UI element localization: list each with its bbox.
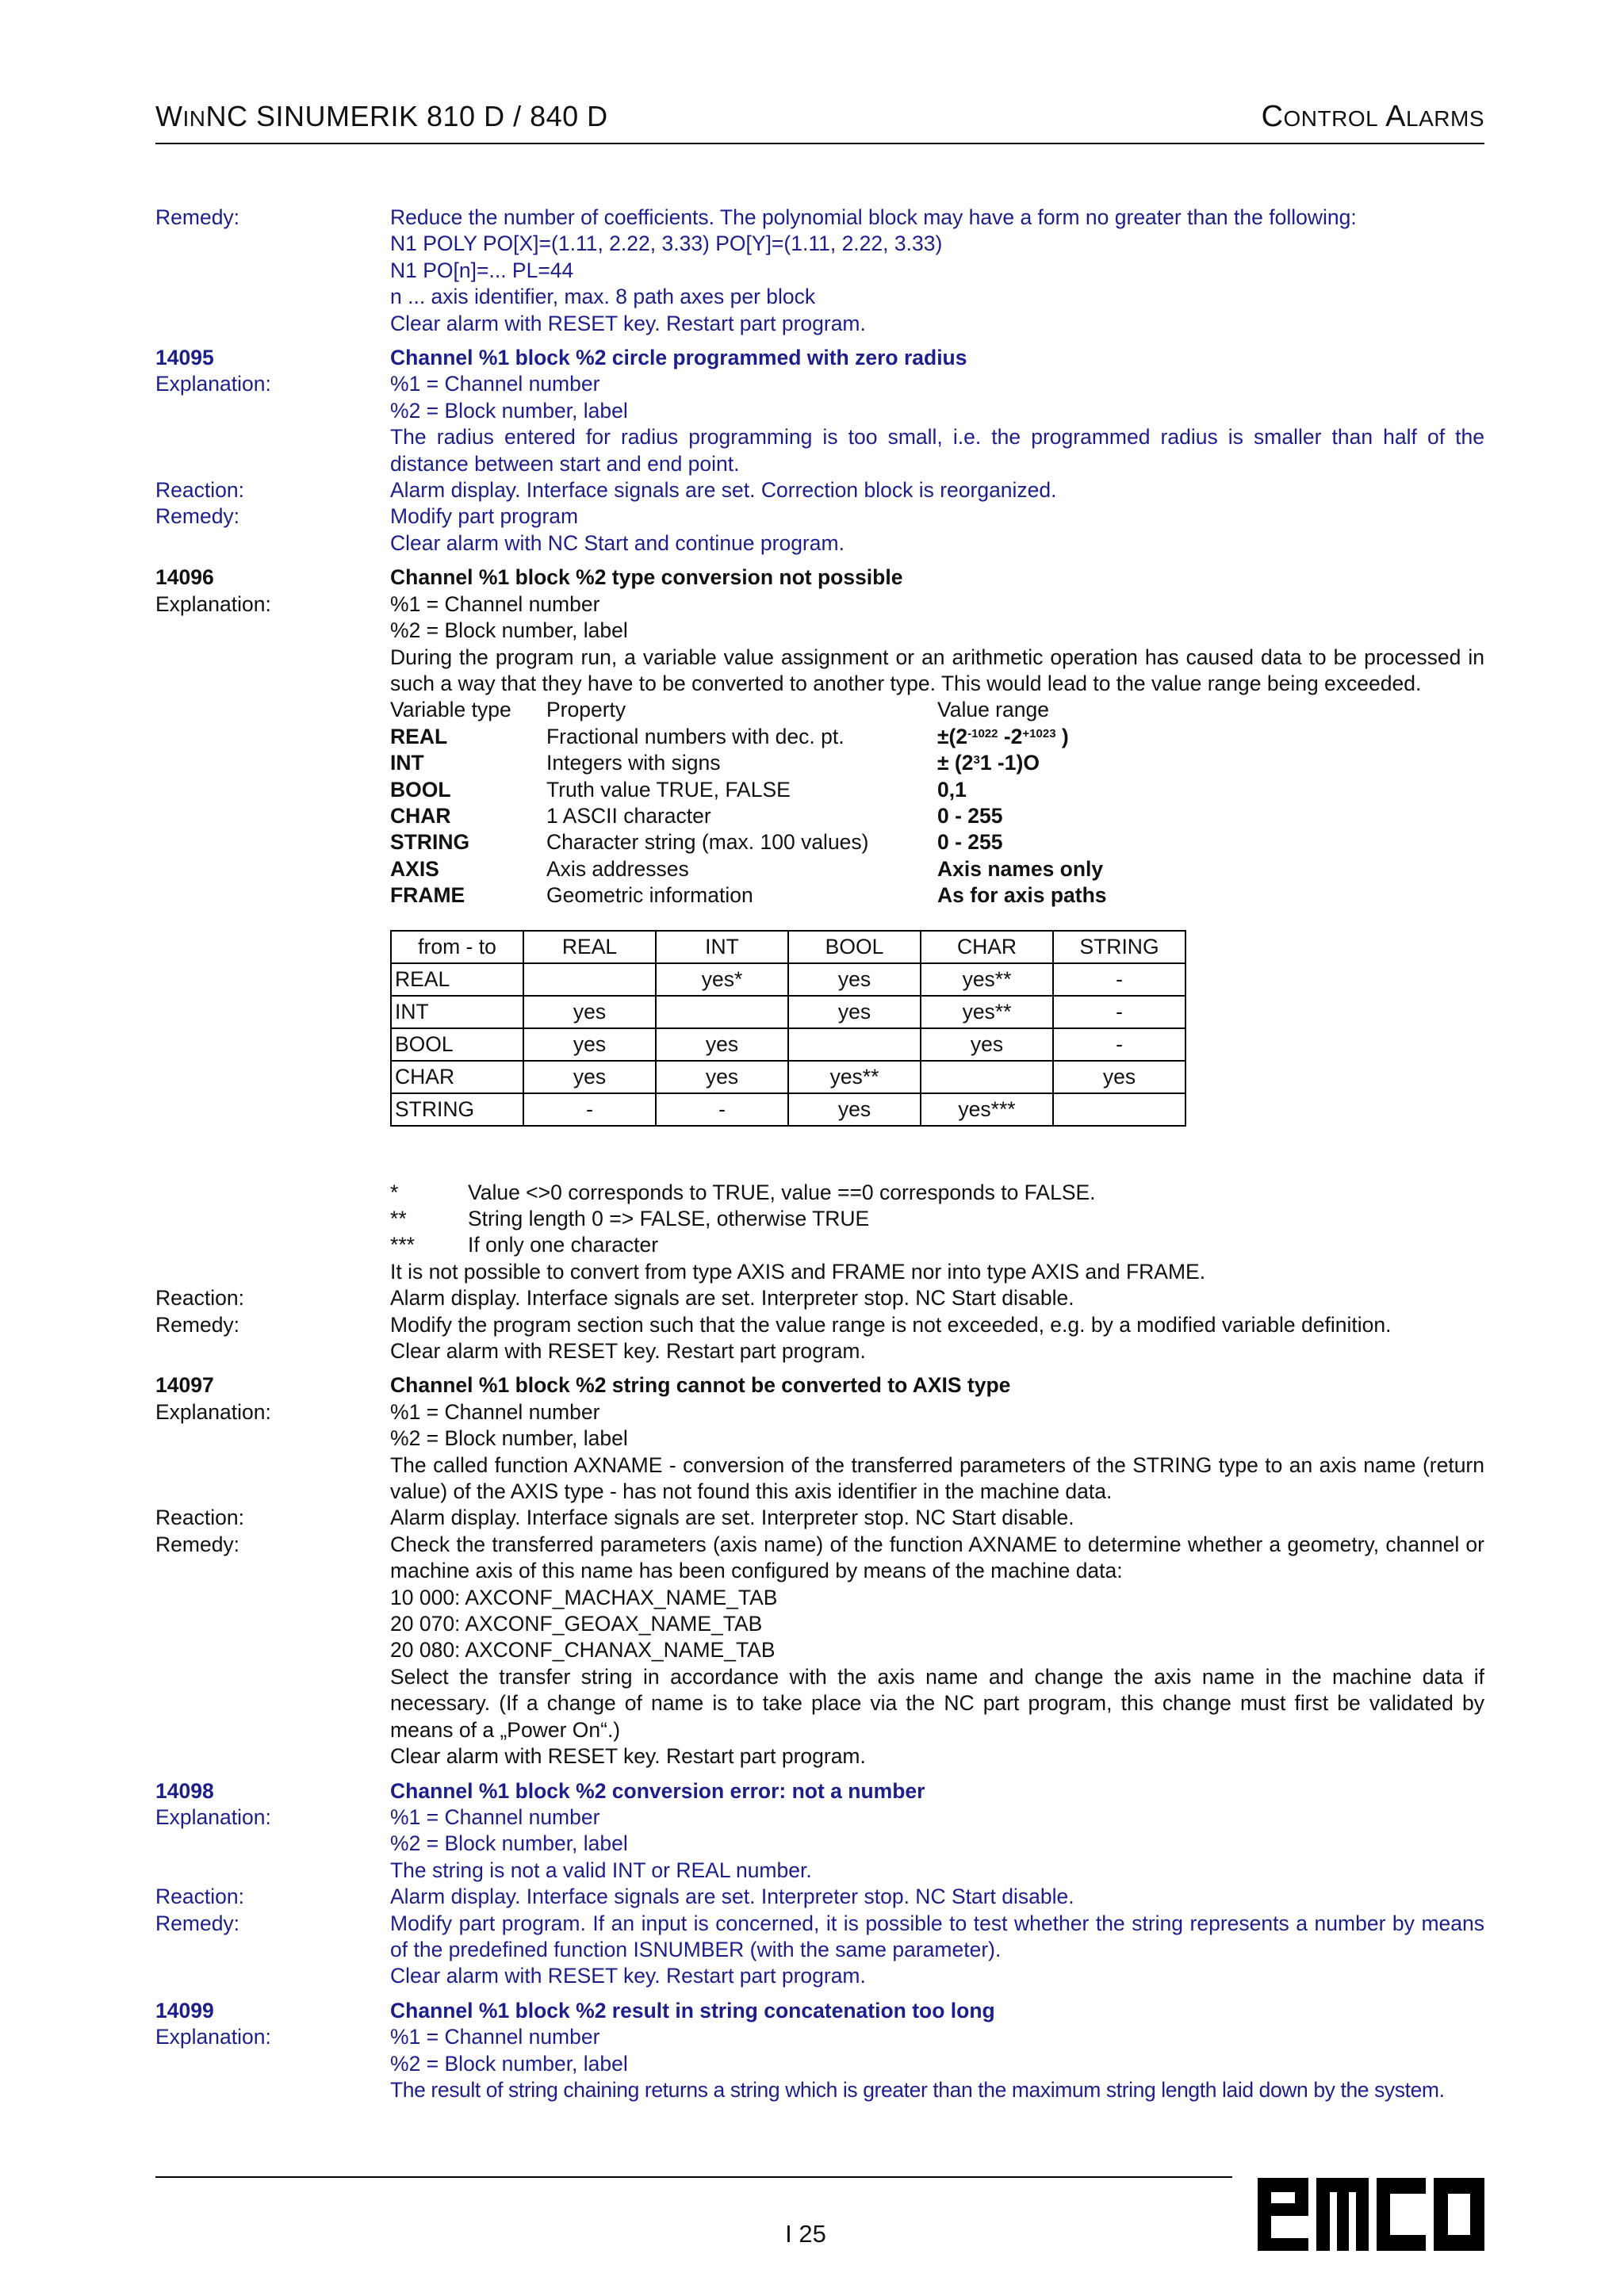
type-cell: CHAR: [390, 803, 451, 828]
page-header: [155, 97, 1484, 144]
alarm-number: 14099: [155, 1998, 214, 2022]
alarm-number: 14097: [155, 1373, 214, 1398]
reaction-text: Alarm display. Interface signals are set. Interpreter stop. NC Start disable.: [390, 1506, 1074, 1530]
table-cell: yes: [788, 963, 921, 996]
header-cell: STRING: [1053, 931, 1185, 963]
header-cell: Property: [546, 698, 626, 722]
text-line: %1 = Channel number: [390, 591, 600, 616]
text-line: %1 = Channel number: [390, 372, 600, 396]
table-cell: yes: [656, 1028, 788, 1061]
text-line: %2 = Block number, label: [390, 398, 628, 423]
footnote: [390, 1180, 1484, 1206]
text-line: 20 080: AXCONF_CHANAX_NAME_TAB: [390, 1638, 776, 1663]
footnote-marker: **: [390, 1206, 407, 1230]
type-cell: REAL: [390, 724, 448, 748]
table-cell: yes: [788, 1093, 921, 1126]
header-cell: REAL: [523, 931, 656, 963]
reaction-label: Reaction:: [155, 1885, 244, 1909]
alarm-number: 14096: [155, 565, 214, 590]
alarm-title: Channel %1 block %2 type conversion not possible: [390, 565, 903, 590]
table-cell: yes**: [921, 996, 1053, 1028]
text-line: %2 = Block number, label: [390, 1426, 628, 1451]
footnote-marker: ***: [390, 1233, 415, 1257]
row-label-cell: STRING: [391, 1093, 523, 1126]
text-line: %2 = Block number, label: [390, 618, 628, 643]
alarm-14097: [155, 1372, 1484, 1770]
conversion-table-wrap: [390, 909, 1484, 1180]
footnotes: [390, 1180, 1484, 1259]
property-cell: Character string (max. 100 values): [546, 830, 869, 855]
text-line: 20 070: AXCONF_GEOAX_NAME_TAB: [390, 1612, 763, 1636]
remedy-label: Remedy:: [155, 1312, 240, 1337]
table-cell: [788, 1028, 921, 1061]
table-cell: -: [1053, 963, 1185, 996]
table-cell: yes: [1053, 1061, 1185, 1093]
table-cell: yes: [788, 996, 921, 1028]
remedy-label: Remedy:: [155, 504, 240, 529]
footer-rule: [155, 2176, 1232, 2178]
text-line: N1 PO[n]=... PL=44: [390, 258, 574, 282]
table-cell: [1053, 1093, 1185, 1126]
remedy-label: Remedy:: [155, 1532, 240, 1556]
conversion-row: [391, 1061, 1185, 1093]
text-line: Clear alarm with RESET key. Restart part program.: [390, 1339, 866, 1363]
text-line: Clear alarm with RESET key. Restart part program.: [390, 1964, 866, 1988]
text-line: Modify the program section such that the value range is not exceeded, e.g. by a modified variable definition.: [390, 1312, 1392, 1337]
row-label-cell: BOOL: [391, 1028, 523, 1061]
header-cell: BOOL: [788, 931, 921, 963]
row-label-cell: INT: [391, 996, 523, 1028]
table-cell: [921, 1061, 1053, 1093]
type-cell: FRAME: [390, 883, 465, 908]
header-cell: INT: [656, 931, 788, 963]
type-cell: STRING: [390, 830, 470, 855]
explanation-label: Explanation:: [155, 372, 271, 396]
conversion-row: [391, 996, 1185, 1028]
property-cell: 1 ASCII character: [546, 803, 711, 828]
alarm-number: 14098: [155, 1778, 214, 1803]
text-line: The result of string chaining returns a string which is greater than the maximum string length laid down by the system.: [390, 2077, 1445, 2102]
footnote-text: String length 0 => FALSE, otherwise TRUE: [468, 1206, 870, 1230]
reaction-label: Reaction:: [155, 478, 244, 503]
text-line: Clear alarm with RESET key. Restart part program.: [390, 1744, 866, 1769]
reaction-text: Alarm display. Interface signals are set. Interpreter stop. NC Start disable.: [390, 1885, 1074, 1909]
property-cell: Axis addresses: [546, 856, 689, 881]
table-cell: [656, 996, 788, 1028]
variable-type-row: [390, 856, 1484, 882]
text-paragraph: Select the transfer string in accordance with the axis name and change the axis name in the machine data if necessary. (If a change of name is to take place via the NC part program, this change must first be validated by means of a „Power On“.): [390, 1664, 1484, 1742]
table-cell: [523, 963, 656, 996]
conversion-row: [391, 1028, 1185, 1061]
range-cell: Axis names only: [937, 856, 1104, 881]
text-line: %2 = Block number, label: [390, 1831, 628, 1856]
remedy-label: Remedy:: [155, 1911, 240, 1935]
type-cell: INT: [390, 751, 424, 775]
variable-type-row: [390, 829, 1484, 855]
text-paragraph: Check the transferred parameters (axis name) of the function AXNAME to determine whether a geometry, channel or machine axis of this name has been configured by means of the machine data:: [390, 1532, 1484, 1583]
footnote-text: If only one character: [468, 1233, 659, 1257]
text-line: %2 = Block number, label: [390, 2051, 628, 2076]
table-cell: yes: [656, 1061, 788, 1093]
range-cell: 0 - 255: [937, 803, 1003, 828]
footnote-text: Value <>0 corresponds to TRUE, value ==0 corresponds to FALSE.: [468, 1180, 1096, 1204]
variable-type-row: [390, 724, 1484, 750]
explanation-label: Explanation:: [155, 1399, 271, 1424]
text-line: %1 = Channel number: [390, 2025, 600, 2049]
variable-type-table: [390, 697, 1484, 909]
document-title: WINNC SINUMERIK 810 D / 840 D: [155, 100, 608, 132]
text-line: N1 POLY PO[X]=(1.11, 2.22, 3.33) PO[Y]=(1.11, 2.22, 3.33): [390, 232, 943, 256]
alarm-14099: [155, 1998, 1484, 2104]
reaction-text: Alarm display. Interface signals are set. Interpreter stop. NC Start disable.: [390, 1286, 1074, 1311]
text-line: n ... axis identifier, max. 8 path axes per block: [390, 285, 816, 309]
type-cell: BOOL: [390, 777, 451, 802]
header-cell: CHAR: [921, 931, 1053, 963]
header-cell: Variable type: [390, 698, 511, 722]
alarm-number: 14095: [155, 346, 214, 370]
alarm-14095: [155, 345, 1484, 557]
page-number: I 25: [785, 2220, 826, 2248]
text-line: 10 000: AXCONF_MACHAX_NAME_TAB: [390, 1585, 778, 1609]
footnote-marker: *: [390, 1180, 399, 1204]
text-paragraph: Modify part program. If an input is concerned, it is possible to test whether the string represents a number by means of the predefined function ISNUMBER (with the same parameter).: [390, 1911, 1484, 1961]
property-cell: Fractional numbers with dec. pt.: [546, 724, 845, 748]
table-cell: -: [1053, 1028, 1185, 1061]
range-cell: 0 - 255: [937, 830, 1003, 855]
footnote: [390, 1206, 1484, 1232]
alarm-title: Channel %1 block %2 string cannot be converted to AXIS type: [390, 1373, 1011, 1398]
text-line: Clear alarm with NC Start and continue program.: [390, 530, 845, 555]
alarm-title: Channel %1 block %2 circle programmed with zero radius: [390, 346, 967, 370]
alarm-title: Channel %1 block %2 conversion error: not a number: [390, 1778, 925, 1803]
row-label-cell: CHAR: [391, 1061, 523, 1093]
type-cell: AXIS: [390, 856, 439, 881]
table-cell: yes*: [656, 963, 788, 996]
conversion-row: [391, 963, 1185, 996]
footnote: [390, 1232, 1484, 1258]
range-cell: ± ($2^31$ -1)O: [937, 751, 1040, 775]
text-line: Modify part program: [390, 504, 579, 529]
alarm-title: Channel %1 block %2 result in string concatenation too long: [390, 1998, 995, 2022]
variable-type-header: [390, 697, 1484, 723]
range-cell: $\pm(2^{-1022}$ $-2^{+1023}$ ): [937, 724, 1069, 748]
prev-alarm-remedy: [155, 205, 1484, 337]
explanation-label: Explanation:: [155, 2025, 271, 2049]
table-cell: -: [1053, 996, 1185, 1028]
alarm-14096: [155, 564, 1484, 1364]
table-cell: yes**: [921, 963, 1053, 996]
table-cell: yes: [523, 996, 656, 1028]
table-cell: -: [656, 1093, 788, 1126]
explanation-label: Explanation:: [155, 591, 271, 616]
text-line: Clear alarm with RESET key. Restart part program.: [390, 311, 866, 335]
variable-type-row: [390, 882, 1484, 909]
range-cell: 0,1: [937, 777, 967, 802]
text-paragraph: During the program run, a variable value assignment or an arithmetic operation has caused data to be processed in such a way that they have to be converted to another type. This would lead to the value range being exceeded.: [390, 645, 1484, 695]
explanation-label: Explanation:: [155, 1804, 271, 1829]
text-paragraph: The radius entered for radius programming is too small, i.e. the programmed radius is smaller than half of the distance between start and end point.: [390, 425, 1484, 476]
range-cell: As for axis paths: [937, 883, 1107, 908]
section-title: CONTROL ALARMS: [1261, 100, 1484, 133]
page-footer: [155, 2176, 1484, 2271]
header-cell: Value range: [937, 698, 1049, 722]
emco-logo: [1258, 2178, 1484, 2254]
row-label-cell: REAL: [391, 963, 523, 996]
remedy-label: Remedy:: [155, 205, 240, 229]
table-cell: yes: [523, 1028, 656, 1061]
table-cell: -: [523, 1093, 656, 1126]
table-cell: yes**: [788, 1061, 921, 1093]
alarm-list: [155, 205, 1484, 2103]
reaction-label: Reaction:: [155, 1506, 244, 1530]
note-text: It is not possible to convert from type AXIS and FRAME nor into type AXIS and FRAME.: [390, 1259, 1206, 1284]
text-line: The string is not a valid INT or REAL number.: [390, 1858, 812, 1882]
text-line: %1 = Channel number: [390, 1804, 600, 1829]
conversion-row: [391, 1093, 1185, 1126]
text-line: %1 = Channel number: [390, 1399, 600, 1424]
variable-type-row: [390, 750, 1484, 776]
property-cell: Truth value TRUE, FALSE: [546, 777, 791, 802]
property-cell: Integers with signs: [546, 751, 721, 775]
table-cell: yes: [921, 1028, 1053, 1061]
table-cell: yes***: [921, 1093, 1053, 1126]
text-paragraph: The called function AXNAME - conversion of the transferred parameters of the STRING type to an axis name (return value) of the AXIS type - has not found this axis identifier in the machine data.: [390, 1452, 1484, 1504]
alarm-14098: [155, 1778, 1484, 1990]
variable-type-row: [390, 803, 1484, 829]
text-line: Reduce the number of coefficients. The polynomial block may have a form no greater than the following:: [390, 205, 1357, 229]
conversion-header-row: [391, 931, 1185, 963]
table-cell: yes: [523, 1061, 656, 1093]
reaction-text: Alarm display. Interface signals are set. Correction block is reorganized.: [390, 478, 1057, 503]
variable-type-row: [390, 777, 1484, 803]
conversion-table: [390, 930, 1186, 1127]
property-cell: Geometric information: [546, 883, 753, 908]
header-cell: from - to: [391, 931, 523, 963]
reaction-label: Reaction:: [155, 1286, 244, 1311]
